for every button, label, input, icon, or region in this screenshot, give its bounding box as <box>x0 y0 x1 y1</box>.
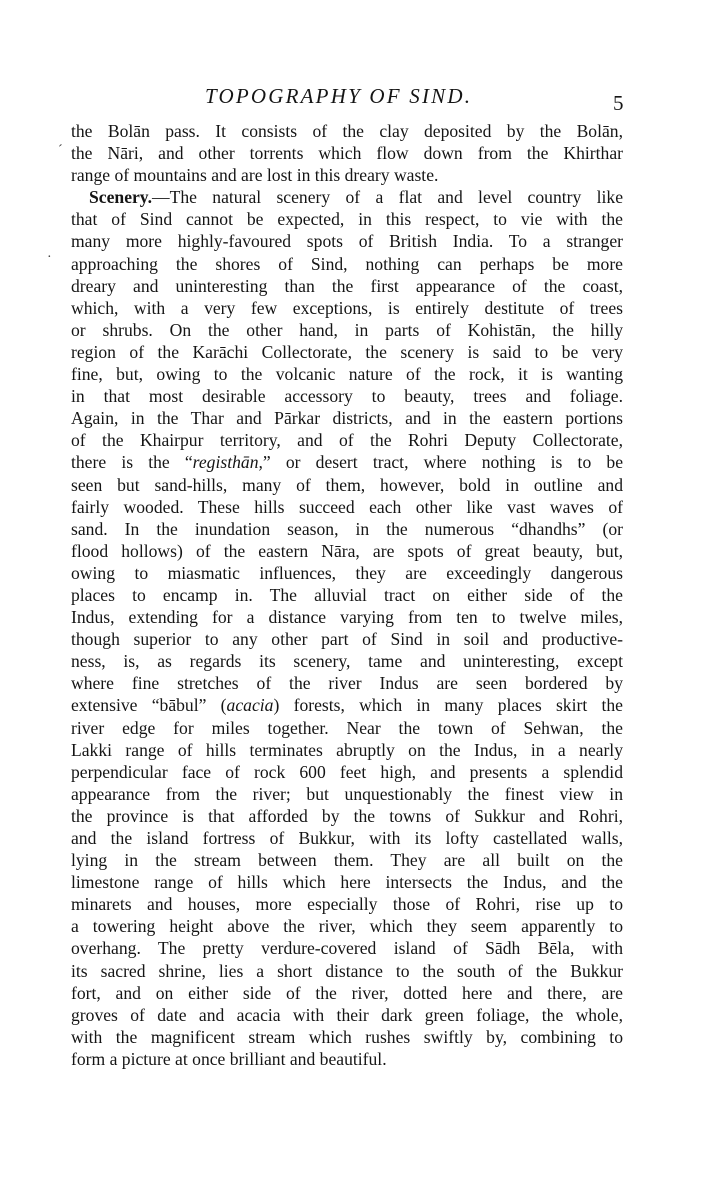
stray-dot-mark: · <box>47 250 52 265</box>
text-line: minarets and houses, more especially those of Rohri, rise up to <box>71 894 623 915</box>
text-line: appearance from the river; but unquestionably the finest view in <box>71 783 623 804</box>
page-number: 5 <box>613 91 624 115</box>
text-line: a towering height above the river, which they seem apparently to <box>71 916 623 937</box>
text-line: places to encamp in. The alluvial tract on either side of the <box>71 584 623 605</box>
text-line: ness, is, as regards its scenery, tame and uninteresting, except <box>71 651 623 672</box>
text-line: though superior to any other part of Sind in soil and productive- <box>71 629 623 650</box>
text-line <box>71 694 623 716</box>
text-line: seen but sand-hills, many of them, however, bold in outline and <box>71 474 623 495</box>
section-heading-scenery: Scenery. <box>89 187 153 208</box>
text-line: dreary and uninteresting than the first appearance of the coast, <box>71 275 623 296</box>
text-line: fine, but, owing to the volcanic nature of the rock, it is wanting <box>71 364 623 385</box>
text-line: limestone range of hills which here intersects the Indus, and the <box>71 872 623 893</box>
text-line: the province is that afforded by the towns of Sukkur and Rohri, <box>71 805 623 826</box>
text-line: Indus, extending for a distance varying from ten to twelve miles, <box>71 607 623 628</box>
text-line: perpendicular face of rock 600 feet high, and presents a splendid <box>71 761 623 782</box>
text-line: groves of date and acacia with their dark green foliage, the whole, <box>71 1004 623 1025</box>
stray-tick-mark: ˊ <box>58 143 63 158</box>
text-line: owing to miasmatic influences, they are exceedingly dangerous <box>71 562 623 583</box>
text-run: ” or desert tract, where nothing is to be <box>262 452 624 473</box>
text-run: ) forests, which in many places skirt the <box>273 695 623 716</box>
running-title: TOPOGRAPHY OF SIND. <box>205 84 473 108</box>
text-line: Again, in the Thar and Pārkar districts, and in the eastern portions <box>71 408 623 429</box>
text-line: the Bolān pass. It consists of the clay deposited by the Bolān, <box>71 121 623 141</box>
text-line: Lakki range of hills terminates abruptly on the Indus, in a nearly <box>71 739 623 760</box>
text-run: —The natural scenery of a flat and level country like <box>152 187 623 208</box>
text-line: its sacred shrine, lies a short distance to the south of the Bukkur <box>71 960 623 981</box>
text-line: that of Sind cannot be expected, in this respect, to vie with the <box>71 209 623 230</box>
text-line: flood hollows) of the eastern Nāra, are spots of great beauty, but, <box>71 540 623 561</box>
running-head <box>0 84 702 114</box>
text-line: fort, and on either side of the river, dotted here and there, are <box>71 982 623 1003</box>
text-line: and the island fortress of Bukkur, with its lofty castellated walls, <box>71 828 623 848</box>
text-line: form a picture at once brilliant and beautiful. <box>71 1048 387 1069</box>
text-line: river edge for miles together. Near the town of Sehwan, the <box>71 717 623 738</box>
text-run: extensive “bābul” ( <box>71 695 227 716</box>
text-line: range of mountains and are lost in this dreary waste. <box>71 165 439 186</box>
text-line: the Nāri, and other torrents which flow down from the Khirthar <box>71 143 623 164</box>
text-line: of the Khairpur territory, and of the Rohri Deputy Collectorate, <box>71 430 623 451</box>
text-line: region of the Karāchi Collectorate, the scenery is said to be very <box>71 341 623 362</box>
italic-term: registhān, <box>192 452 263 473</box>
text-line: fairly wooded. These hills succeed each other like vast waves of <box>71 496 623 517</box>
text-line: where fine stretches of the river Indus are seen bordered by <box>71 673 623 694</box>
text-line: sand. In the inundation season, in the numerous “dhandhs” (or <box>71 518 623 539</box>
text-line: overhang. The pretty verdure-covered island of Sādh Bēla, with <box>71 938 623 959</box>
text-run: there is the “ <box>71 452 193 473</box>
text-line: in that most desirable accessory to beauty, trees and foliage. <box>71 386 623 407</box>
text-line: approaching the shores of Sind, nothing can perhaps be more <box>71 253 623 274</box>
italic-term: acacia <box>226 695 274 716</box>
text-line: with the magnificent stream which rushes swiftly by, combining to <box>71 1026 623 1047</box>
text-line <box>71 451 623 473</box>
text-line: which, with a very few exceptions, is entirely destitute of trees <box>71 297 623 318</box>
body-text <box>71 120 623 1070</box>
text-line: lying in the stream between them. They are all built on the <box>71 850 623 871</box>
section-paragraph-start <box>71 186 623 208</box>
text-line: or shrubs. On the other hand, in parts of Kohistān, the hilly <box>71 319 623 340</box>
text-line: many more highly-favoured spots of British India. To a stranger <box>71 231 623 252</box>
